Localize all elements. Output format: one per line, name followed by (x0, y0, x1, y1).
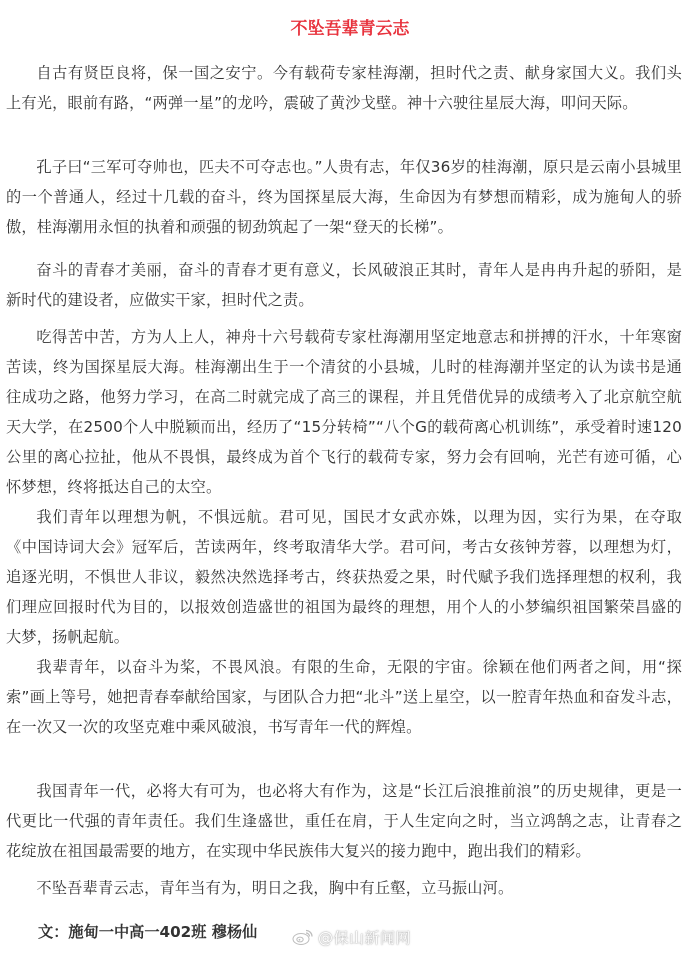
paragraph-1: 自古有贤臣良将，保一国之安宁。今有载荷专家桂海潮，担时代之责、献身家国大义。我们头上有光，眼前有路，“两弹一星”的龙吟，震破了黄沙戈壁。神十六驶往星辰大海，叩问天际。 (6, 64, 682, 112)
author-byline: 文：施甸一中高一402班 穆杨仙 (38, 923, 258, 941)
watermark-text: @保山新闻网 (318, 928, 412, 947)
paragraph-4: 吃得苦中苦，方为人上人，神舟十六号载荷专家杜海潮用坚定地意志和拼搏的汗水，十年寒窗苦读，终为国探星辰大海。桂海潮出生于一个清贫的小县城，儿时的桂海潮并坚定的认为读书是通往成功之路，他努力学习，在高二时就完成了高三的课程，并且凭借优异的成绩考入了北京航空航天大学，在2500个人中脱颖而出，经历了“15分转椅”“八个G的载荷离心机训练”，承受着时速120公里的离心拉扯，他从不畏惧，最终成为首个飞行的载荷专家，努力会有回响，光芒有迹可循，心怀梦想，终将抵达自己的太空。 (6, 328, 682, 496)
paragraph-5: 我们青年以理想为帆，不惧远航。君可见，国民才女武亦姝，以理为因，实行为果，在夺取《中国诗词大会》冠军后，苦读两年，终考取清华大学。君可问，考古女孩钟芳蓉，以理想为灯，追逐光明，不惧世人非议，毅然决然选择考古，终获热爱之果，时代赋予我们选择理想的权利，我们理应回报时代为目的，以报效创造盛世的祖国为最终的理想，用个人的小梦编织祖国繁荣昌盛的大梦，扬帆起航。 (6, 508, 682, 646)
paragraph-8: 不坠吾辈青云志，青年当有为，明日之我，胸中有丘壑，立马振山河。 (36, 879, 514, 897)
weibo-icon (292, 928, 314, 946)
paragraph-7: 我国青年一代，必将大有可为，也必将大有作为，这是“长江后浪推前浪”的历史规律，更是一代更比一代强的青年责任。我们生逢盛世，重任在肩，于人生定向之时，当立鸿鹄之志，让青春之花绽放在祖国最需要的地方，在实现中华民族伟大复兴的接力跑中，跑出我们的精彩。 (6, 782, 682, 860)
paragraph-6: 我辈青年，以奋斗为桨，不畏风浪。有限的生命，无限的宇宙。徐颖在他们两者之间，用“探索”画上等号，她把青春奉献给国家，与团队合力把“北斗”送上星空，以一腔青年热血和奋发斗志，在一次又一次的攻坚克难中乘风破浪，书写青年一代的辉煌。 (6, 658, 682, 736)
watermark (292, 925, 411, 949)
article-title: 不坠吾辈青云志 (290, 19, 410, 39)
paragraph-2: 孔子曰“三军可夺帅也，匹夫不可夺志也。”人贵有志，年仅36岁的桂海潮，原只是云南小县城里的一个普通人，经过十几载的奋斗，终为国探星辰大海，生命因为有梦想而精彩，成为施甸人的骄傲，桂海潮用永恒的执着和顽强的韧劲筑起了一架“登天的长梯”。 (6, 158, 682, 236)
paragraph-3: 奋斗的青春才美丽，奋斗的青春才更有意义，长风破浪正其时，青年人是冉冉升起的骄阳，是新时代的建设者，应做实干家，担时代之责。 (6, 261, 682, 309)
